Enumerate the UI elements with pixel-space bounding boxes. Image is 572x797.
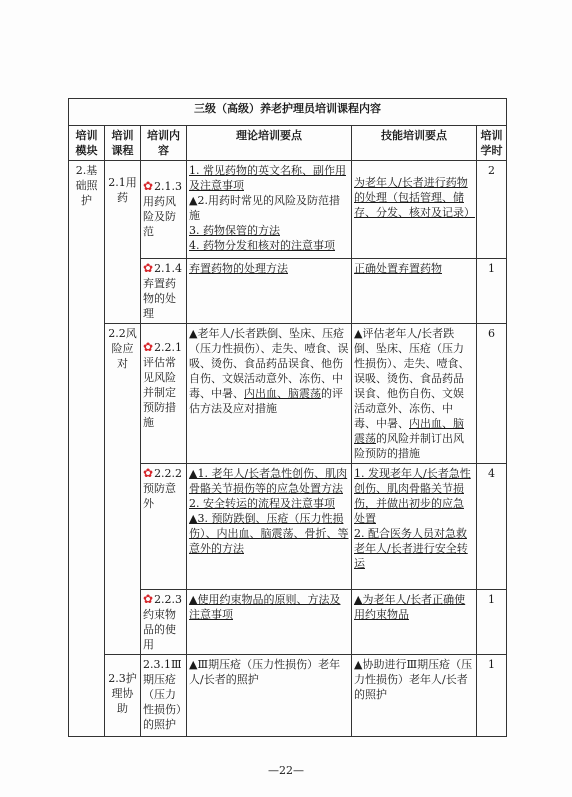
- skill-2-1-4: 正确处置弃置药物: [352, 259, 477, 324]
- module-cell: 2.基础照护: [69, 161, 105, 737]
- content-2-2-2: ✿2.2.2预防意外: [141, 464, 187, 590]
- red-star-icon: ✿: [143, 466, 154, 480]
- theory-2-2-1: ▲老年人/长者跌倒、坠床、压疮（压力性损伤）、走失、噎食、误吸、烫伤、食品药品误食、他伤自伤、文娱活动意外、冻伤、中毒、中暑、内出血、脑震荡的评估方法及应对措施: [187, 324, 352, 464]
- theory-2-1-4: 弃置药物的处理方法: [187, 259, 352, 324]
- header-skill: 技能培训要点: [352, 126, 477, 161]
- hours-2-2-3: 1: [477, 590, 507, 655]
- hours-2-3-1: 1: [477, 655, 507, 737]
- header-theory: 理论培训要点: [187, 126, 352, 161]
- header-module: 培训模块: [69, 126, 105, 161]
- theory-2-2-2: ▲1. 老年人/长者急性创伤、肌肉骨骼关节损伤等的应急处置方法 2. 安全转运的流程及注意事项 ▲3. 预防跌倒、压疮（压力性损伤）、内出血、脑震荡、骨折、等意外的方法: [187, 464, 352, 590]
- hours-2-1-3: 2: [477, 161, 507, 259]
- hours-2-2-1: 6: [477, 324, 507, 464]
- theory-2-3-1: ▲Ⅲ期压疮（压力性损伤）老年人/长者的照护: [187, 655, 352, 737]
- header-content: 培训内容: [141, 126, 187, 161]
- course-2-3: 2.3护理协助: [105, 655, 141, 737]
- skill-2-1-3: 为老年人/长者进行药物的处理（包括管理、储存、分发、核对及记录）: [352, 161, 477, 259]
- header-course: 培训课程: [105, 126, 141, 161]
- content-2-2-3: ✿2.2.3约束物品的使用: [141, 590, 187, 655]
- red-star-icon: ✿: [143, 592, 154, 606]
- skill-2-2-2: 1. 发现老年人/长者急性创伤、肌肉骨骼关节损伤，并做出初步的应急处置 2. 配合医务人员对急救老年人/长者进行安全转运: [352, 464, 477, 590]
- content-2-3-1: 2.3.1Ⅲ期压疮（压力性损伤）的照护: [141, 655, 187, 737]
- hours-2-1-4: 1: [477, 259, 507, 324]
- content-2-2-1: ✿2.2.1评估常见风险并制定预防措施: [141, 324, 187, 464]
- skill-2-2-1: ▲评估老年人/长者跌倒、坠床、压疮（压力性损伤）、走失、噎食、误吸、烫伤、食品药品误食、他伤自伤、文娱活动意外、冻伤、中毒、中暑、内出血、脑震荡的风险并制订出风险预防的措施: [352, 324, 477, 464]
- hours-2-2-2: 4: [477, 464, 507, 590]
- red-star-icon: ✿: [143, 340, 154, 354]
- theory-2-1-3: 1. 常见药物的英文名称、副作用及注意事项 ▲2.用药时常见的风险及防范措施 3. 药物保管的方法 4. 药物分发和核对的注意事项: [187, 161, 352, 259]
- header-hours: 培训学时: [477, 126, 507, 161]
- red-star-icon: ✿: [143, 179, 154, 193]
- theory-2-2-3: ▲使用约束物品的原则、方法及注意事项: [187, 590, 352, 655]
- skill-2-3-1: ▲协助进行Ⅲ期压疮（压力性损伤）老年人/长者的照护: [352, 655, 477, 737]
- course-2-2: 2.2风险应对: [105, 324, 141, 655]
- page-number: —22—: [268, 764, 304, 777]
- table-title: 三级（高级）养老护理员培训课程内容: [69, 99, 507, 126]
- red-star-icon: ✿: [143, 261, 154, 275]
- content-2-1-3: ✿2.1.3用药风险及防范: [141, 161, 187, 259]
- course-2-1: 2.1用药: [105, 161, 141, 324]
- content-2-1-4: ✿2.1.4弃置药物的处理: [141, 259, 187, 324]
- skill-2-2-3: ▲为老年人/长者正确使用约束物品: [352, 590, 477, 655]
- curriculum-table: [68, 98, 507, 737]
